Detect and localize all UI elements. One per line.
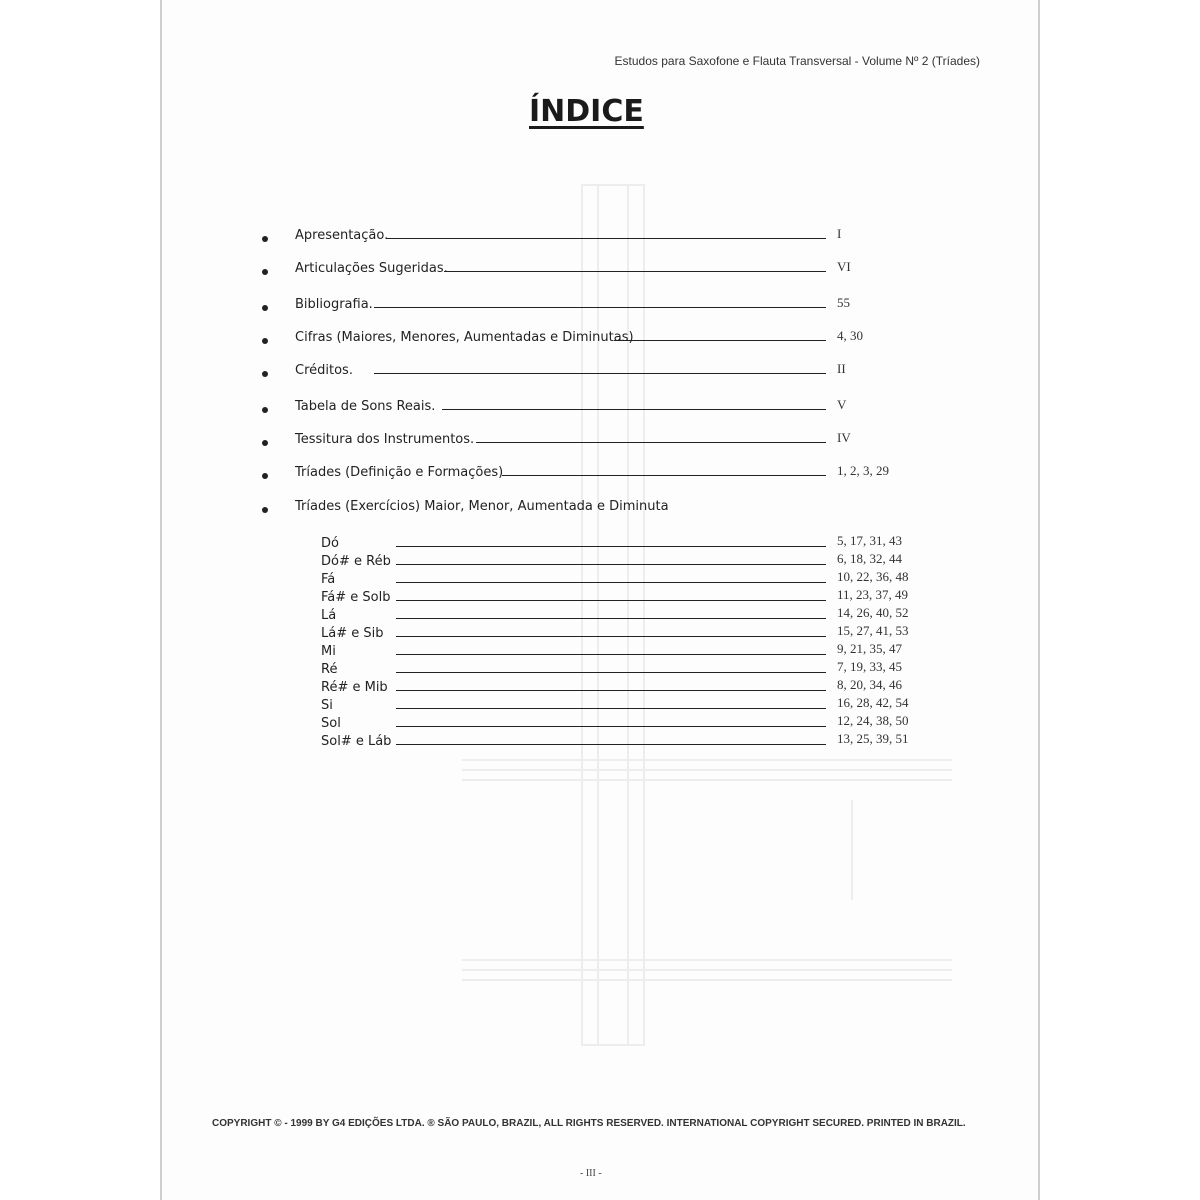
sub-entry [262, 551, 922, 576]
entry-pages: IV [837, 430, 851, 445]
bullet-icon [262, 473, 268, 479]
sub-entry-label: Lá [321, 608, 337, 623]
leader-line [374, 373, 826, 374]
sub-entry-pages: 7, 19, 33, 45 [837, 659, 902, 674]
bullet-icon [262, 236, 268, 242]
sub-entry-label: Dó [321, 536, 339, 551]
index-entry [262, 226, 922, 252]
sub-entry-pages: 11, 23, 37, 49 [837, 587, 909, 602]
leader-line [396, 726, 826, 727]
copyright-notice: COPYRIGHT © - 1999 BY G4 EDIÇÕES LTDA. ® SÃO PAULO, BRAZIL, ALL RIGHTS RESERVED. INTERNATIONAL COPYRIGHT SECURED. PRINTED IN BRAZIL. [212, 1118, 966, 1129]
sub-entry-label: Mi [321, 644, 336, 659]
index-entry [262, 259, 922, 285]
bullet-icon [262, 371, 268, 377]
sub-entry-pages: 16, 28, 42, 54 [837, 695, 909, 710]
sub-entry-pages: 8, 20, 34, 46 [837, 677, 902, 692]
leader-line [476, 442, 826, 443]
leader-line [374, 307, 826, 308]
sub-entry-pages: 6, 18, 32, 44 [837, 551, 902, 566]
bullet-icon [262, 338, 268, 344]
sub-entry [262, 731, 922, 756]
entry-label: Tríades (Definição e Formações) [295, 465, 504, 480]
sub-entry-pages: 14, 26, 40, 52 [837, 605, 909, 620]
leader-line [396, 564, 826, 565]
leader-line [396, 582, 826, 583]
sub-entry-label: Dó# e Réb [321, 554, 391, 569]
leader-line [396, 672, 826, 673]
leader-line [396, 636, 826, 637]
index-entry [262, 361, 922, 387]
bullet-icon [262, 407, 268, 413]
entry-label: Tessitura dos Instrumentos. [295, 432, 475, 447]
leader-line [396, 654, 826, 655]
entry-pages: 1, 2, 3, 29 [837, 463, 889, 478]
bullet-icon [262, 440, 268, 446]
sub-entry-pages: 9, 21, 35, 47 [837, 641, 902, 656]
sub-entry-label: Sol# e Láb [321, 734, 392, 749]
entry-label: Créditos. [295, 363, 353, 378]
leader-line [396, 690, 826, 691]
leader-line [386, 238, 826, 239]
leader-line [614, 340, 826, 341]
entry-pages: I [837, 226, 842, 241]
bullet-icon [262, 507, 268, 513]
sub-entry-label: Lá# e Sib [321, 626, 384, 641]
document-page [160, 0, 1040, 1200]
sub-entry-label: Si [321, 698, 333, 713]
sub-entry-label: Fá [321, 572, 336, 587]
sub-entry [262, 677, 922, 702]
entry-pages: II [837, 361, 846, 376]
sub-entry [262, 695, 922, 720]
index-entry [262, 397, 922, 423]
sub-entry-label: Fá# e Solb [321, 590, 391, 605]
index-entry [262, 463, 922, 489]
leader-line [396, 600, 826, 601]
leader-line [442, 409, 826, 410]
index-entry [262, 295, 922, 321]
sub-entry-pages: 12, 24, 38, 50 [837, 713, 909, 728]
running-header: Estudos para Saxofone e Flauta Transversal - Volume Nº 2 (Tríades) [614, 54, 980, 68]
sub-entry-pages: 10, 22, 36, 48 [837, 569, 909, 584]
entry-pages: VI [837, 259, 851, 274]
sub-entry [262, 623, 922, 648]
bullet-icon [262, 305, 268, 311]
entry-label: Apresentação. [295, 228, 389, 243]
index-entry [262, 328, 922, 354]
bullet-icon [262, 269, 268, 275]
sub-entry [262, 587, 922, 612]
leader-line [396, 618, 826, 619]
page-number: - III - [580, 1168, 602, 1179]
entry-pages: 4, 30 [837, 328, 863, 343]
sub-entry-label: Ré# e Mib [321, 680, 388, 695]
entry-pages: V [837, 397, 847, 412]
sub-entry [262, 641, 922, 666]
leader-line [396, 546, 826, 547]
sub-entry-pages: 15, 27, 41, 53 [837, 623, 909, 638]
leader-line [502, 475, 826, 476]
sub-entry-pages: 13, 25, 39, 51 [837, 731, 909, 746]
entry-label: Tabela de Sons Reais. [295, 399, 436, 414]
sub-entry-label: Sol [321, 716, 341, 731]
leader-line [396, 744, 826, 745]
leader-line [444, 271, 826, 272]
entry-label: Cifras (Maiores, Menores, Aumentadas e Diminutas) [295, 330, 634, 345]
sub-entry-pages: 5, 17, 31, 43 [837, 533, 902, 548]
index-entry [262, 430, 922, 456]
entry-label: Articulações Sugeridas. [295, 261, 448, 276]
entry-label: Tríades (Exercícios) Maior, Menor, Aumentada e Diminuta [295, 499, 669, 514]
sub-entry-label: Ré [321, 662, 338, 677]
leader-line [396, 708, 826, 709]
entry-pages: 55 [837, 295, 850, 310]
page-title: ÍNDICE [529, 94, 644, 129]
entry-label: Bibliografia. [295, 297, 373, 312]
index-entry [262, 499, 922, 523]
